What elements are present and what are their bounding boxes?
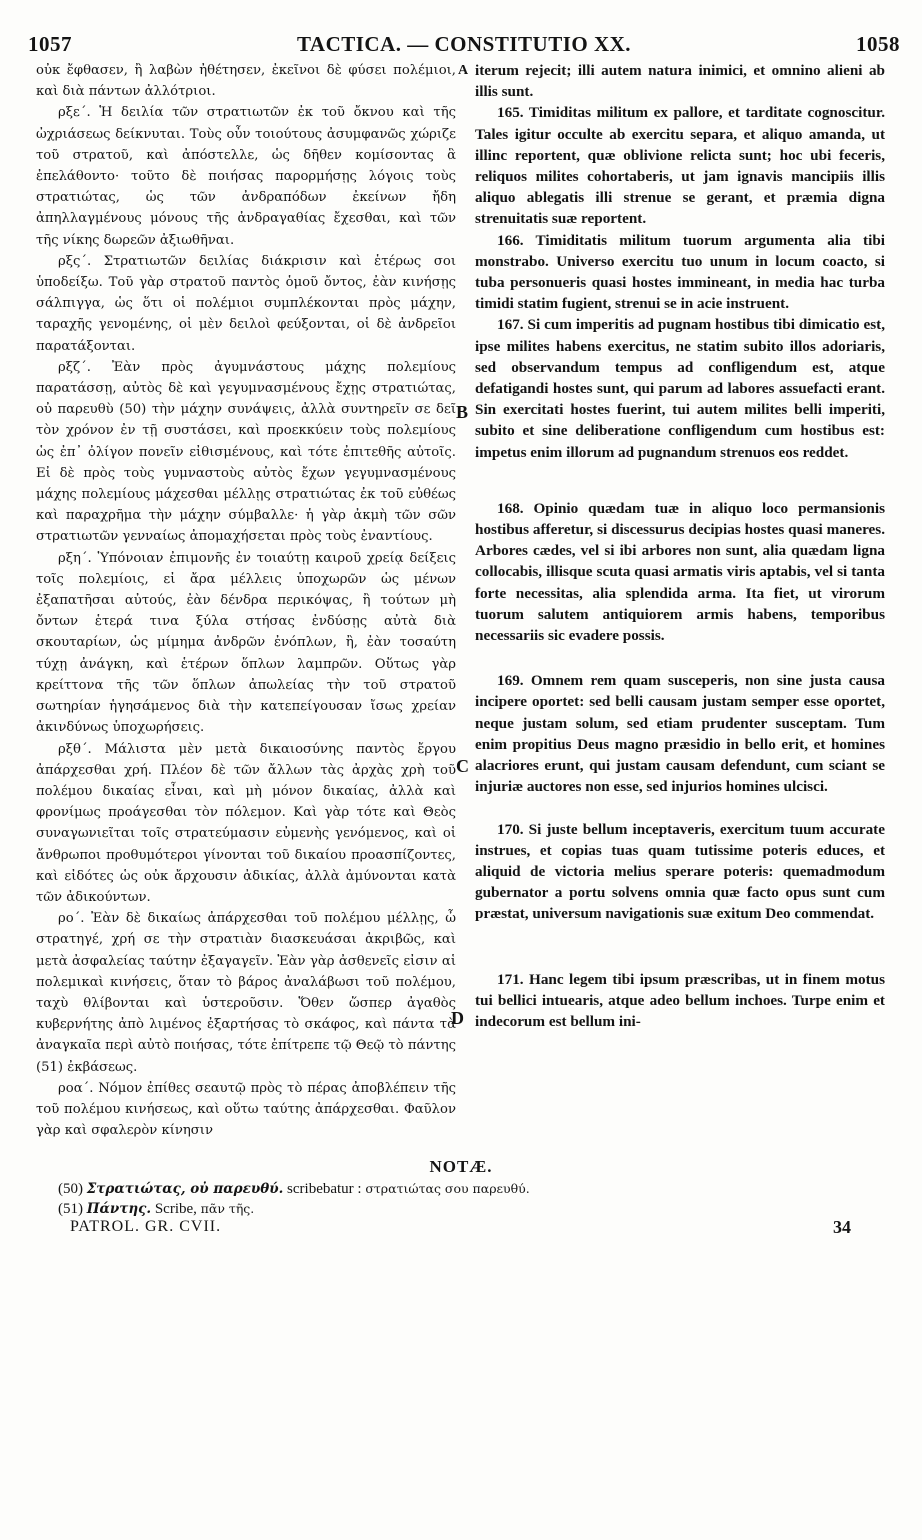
page-number-left: 1057 xyxy=(28,32,72,56)
margin-marker-d: D xyxy=(451,1008,464,1028)
latin-paragraph: 165. Timiditas militum ex pallore, et tarditate cognoscitur. Tales igitur occulte ab exercitu separa, et aliquo amanda, ut illinc reportent, quæ oblivione relicta sunt; hoc ubi feceris, reliquos milites cohortaberis, ut jam ignavis mancipiis illis aliquo ablegatis illi strenue se gerant, et præmia digna strenuitatis suæ reportent. xyxy=(475,104,885,228)
running-title: TACTICA. — CONSTITUTIO XX. xyxy=(296,32,632,56)
greek-paragraph: ρξθ΄. Μάλιστα μὲν μετὰ δικαιοσύνης παντὸς ἔργου ἀπάρχεσθαι χρή. Πλέον δὲ τῶν ἄλλων τὰς ἀρχὰς χρὴ τοῦ πολέμου δικαίας εἶναι, καὶ μὴ μόνον δικαίας, ἀλλὰ καὶ φρονίμως προάγεσθαι τὸν πόλεμον. Καὶ γὰρ τότε καὶ Θεὸς συναγωνιεῖται τοῖς στρατεύμασιν εὐμενὴς γενόμενος, καὶ οἱ ἄνθρωποι προθυμότεροι γίνονται τοῦ δικαίου προασπίζοντες, καὶ εἰδότες ὡς οὐκ ἄρχουσιν ἀδικίας, ἀλλὰ ἀμύνονται κατὰ τῶν ἀδικούντων. xyxy=(36,741,456,905)
footnote-text: scribebatur : xyxy=(287,1181,362,1197)
footnote xyxy=(58,1179,878,1199)
footnote-greek: πᾶν τῆς. xyxy=(200,1201,255,1216)
running-header xyxy=(28,32,900,58)
footnote-lemma: Πάντης. xyxy=(86,1201,152,1217)
latin-paragraph: 167. Si cum imperitis ad pugnam hostibus tibi dimicatio est, ipse milites habens exercitus, ne statim subito illos adoriaris, sed observandum tempus ad confligendum est, atque defatigandi hostes sunt, qui parum ad labores assuefacti erant. Sin exercitati hostes fuerint, tui autem milites belli imperiti, subito et sine deliberatione confligendum cum hostibus est: impetus enim illorum ad pugnandum strenuos eos reddet. xyxy=(475,316,885,461)
latin-paragraph: 169. Omnem rem quam susceperis, non sine justa causa incipere oportet: sed belli causam justam semper esse oportet, neque justam solum, sed etiam prudenter susceptam. Tum enim propitius Deus magno præsidio in bello erit, et homines alacriores erunt, qui justam causam defendunt, cum sciant se injuriæ auctores non esse, sed injurios homines ulcisci. xyxy=(475,672,885,796)
greek-paragraph: ρξη΄. Ὑπόνοιαν ἐπιμονῆς ἐν τοιαύτῃ καιροῦ χρείᾳ δείξεις τοῖς πολεμίοις, εἰ ἄρα μέλλεις ὑποχωρῶν ὡς μένων ἐξαπατῆσαι αὐτούς, ἐὰν δένδρα περικόψας, ἢ τούτων μὴ ὄντων ἑτερά τινα ξύλα στήσας ἐνδύσῃς αὐτὰ διὰ σκουταρίων, ὡς μίμημα ἀνδρῶν ἐνόπλων, ἢ, ἐὰν τοσαύτη τύχῃ ἀνάγκη, καὶ ἑτέρων ὅπλων λαμπρῶν. Οὕτως γὰρ κρείττονα τῆς τῶν ὅπλων ἀπωλείας τὴν τοῦ στρατοῦ σωτηρίαν ἡγησάμενος διὰ τὴν κατεπείγουσαν ἴσως χρείαν ἀκινδύνως ὑποχωρήσεις. xyxy=(36,550,456,736)
latin-paragraph: 170. Si juste bellum inceptaveris, exercitum tuum accurate instrues, et copias tuas quam tutissime poteris educes, et aliquid de victoria melius sperare poteris: quemadmodum gubernator a portu solvens omnia quæ facto opus sunt cum præstat, universum navigationis suæ exitum Deo commendat. xyxy=(475,820,885,923)
footnote-number: (51) xyxy=(58,1201,83,1217)
footnote-number: (50) xyxy=(58,1181,83,1197)
latin-paragraph: 168. Opinio quædam tuæ in aliquo loco permansionis hostibus afferetur, si discessurus decipias hostes quasi maneres. Arbores cædes, vel si ibi arbores non sunt, alia quædam ligna collocabis, illisque scuta quasi armatis viris aptabis, vel si tanta forte necessitas, alia splendida arma. Ita fiet, ut virorum tuorum salutem antiquiorem armis habens, temporibus necessariis sic evadere possis. xyxy=(475,499,885,645)
footnote-text: Scribe, xyxy=(154,1201,197,1217)
notes-heading: NOTÆ. xyxy=(429,1157,493,1176)
footnote-lemma: Στρατιώτας, οὐ παρευθύ. xyxy=(86,1181,284,1197)
greek-paragraph: ρξς΄. Στρατιωτῶν δειλίας διάκρισιν καὶ ἑτέρως σοι ὑποδείξω. Τοῦ γὰρ στρατοῦ παντὸς ὁμοῦ ὄντος, ἐὰν κινήσῃς σάλπιγγα, ὡς ὅτι οἱ πολέμιοι συμπλέκονται πρὸς μάχην, ταραχῆς γενομένης, οἱ μὲν δειλοὶ φεύξονται, οἱ δὲ ἀνδρεῖοι παρατάξονται. xyxy=(36,253,456,354)
margin-marker-b: B xyxy=(456,402,469,422)
greek-paragraph: ρξε΄. Ἡ δειλία τῶν στρατιωτῶν ἐκ τοῦ ὄκνου καὶ τῆς ὠχριάσεως δείκνυται. Τοὺς οὖν τοιούτους ἀσυμφανῶς χώριζε τοῦ στρατοῦ, καὶ ἀπόστελλε, ὡς δῆθεν κομίσοντας ἃ ἐπελάθοντο· τοῦτο δὲ ποιήσας παρορμήσῃς λόγοις τοὺς στρατιώτας, ὡς τῶν ἀνδραπόδων ἐκείνων ἤδη ἀπηλλαγμένους μόνους τῆς ἀνδραγαθίας ἔχεσθαι, καὶ τῶν τῆς νίκης δωρεῶν ἀξιωθῆναι. xyxy=(36,105,456,248)
greek-paragraph: ρξζ΄. Ἐὰν πρὸς ἀγυμνάστους μάχης πολεμίους παρατάσσῃ, αὐτὸς δὲ καὶ γεγυμνασμένους ἔχῃς στρατιώτας, οὐ παρευθὺ (50) τὴν μάχην συνάψεις, ἀλλὰ συντηρεῖν σε δεῖ τὸν χρόνον ἐν τῇ συστάσει, καὶ προεκκύειν τοὺς πολεμίους ὡς ἐπ᾿ ὀλίγον πονεῖν εἰθισμένους, καὶ τότε ἐπιτεθῆς αὐτοῖς. Εἰ δὲ πρὸς τοὺς γυμναστοὺς αὐτὸς ἔχων γεγυμνασμένους μάχης πολεμίους μάχεσθαι μέλλῃς στρατιώτας ἐκ τοῦ εὐθέως καὶ παραχρῆμα τὴν μάχην σύμβαλλε· ἡ γὰρ ἀκμὴ τῶν σῶν στρατιωτῶν γενναίως ἀπομαχήσεται πρὸς τοὺς ἐναντίους. xyxy=(36,359,456,545)
page-number-right: 1058 xyxy=(856,32,900,56)
signature-mark: PATROL. GR. CVII. xyxy=(70,1218,222,1235)
greek-paragraph: ροα΄. Νόμον ἐπίθες σεαυτῷ πρὸς τὸ πέρας ἀποβλέπειν τῆς τοῦ πολέμου κινήσεως, καὶ οὕτω ταύτης ἀπάρχεσθαι. Φαῦλον γὰρ καὶ σφαλερὸν κίνησιν xyxy=(36,1080,456,1139)
footnote xyxy=(58,1199,878,1219)
footnote-greek: στρατιώτας σου παρευθύ. xyxy=(365,1181,530,1196)
margin-marker-a: A xyxy=(458,63,469,78)
latin-paragraph: iterum rejecit; illi autem natura inimici, et omnino alieni ab illis sunt. xyxy=(475,62,885,101)
latin-paragraph: 171. Hanc legem tibi ipsum præscribas, ut in finem motus tui bellici intuearis, atque adeo bellum inchoes. Turpe enim et indecorum est bellum ini- xyxy=(475,970,885,1030)
greek-paragraph: ρο΄. Ἐὰν δὲ δικαίως ἀπάρχεσθαι τοῦ πολέμου μέλλῃς, ὦ στρατηγέ, χρή σε τὴν στρατιὰν διασκευάσαι ἀκριβῶς, καὶ μετὰ ἀσφαλείας ταύτην ἐξαγαγεῖν. Ἐὰν γὰρ ἀσθενεῖς εἰσιν αἱ πολεμικαὶ κινήσεις, ὅταν τὸ βάρος ἀναλάβωσι τοῦ πολέμου, ταχὺ θλίβονται καὶ ὑστεροῦσιν. Ὅθεν ὥσπερ ἀγαθὸς κυβερνήτης ἀπὸ λιμένος ἐξαρτήσας τὸ σκάφος, καὶ πάντα τὰ ἀναγκαῖα περὶ αὐτὸ ποιήσας, τότε ἐπίτρεπε τῷ Θεῷ τὸ πάντης (51) ἐκβάσεως. xyxy=(36,911,456,1075)
margin-marker-c: C xyxy=(456,756,469,776)
footnotes xyxy=(58,1179,878,1219)
latin-paragraph: 166. Timiditatis militum tuorum argumenta alia tibi monstrabo. Universo exercitu tuo unum in locum coacto, si tuba personueris quasi hostes immineant, in media hac turba timidi statim fugient, strenui se in acie instruent. xyxy=(475,231,885,313)
greek-column xyxy=(36,60,456,1152)
greek-paragraph: οὐκ ἔφθασεν, ἢ λαβὼν ἠθέτησεν, ἐκεῖνοι δὲ φύσει πολέμιοι, καὶ διὰ πάντων ἀλλότριοι. xyxy=(36,63,456,100)
gathering-number: 34 xyxy=(833,1217,851,1237)
latin-column xyxy=(475,60,885,1152)
